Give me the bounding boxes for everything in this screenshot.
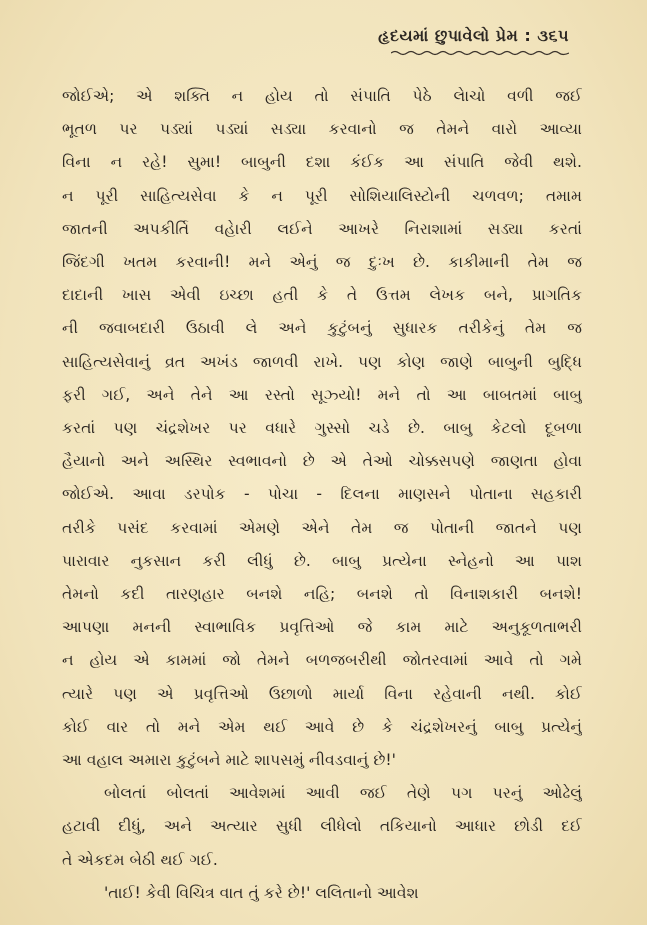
text-line: જાતની અપકીર્તિ વહેારી લઈને આખરે નિરાશામાં સડ્યા કરતાં [62, 219, 582, 238]
text-line: આપણા મનની સ્વાભાવિક પ્રવૃત્તિઓ જે કામ માટે અનુકૂળતાભરી [62, 618, 582, 637]
text-line: ફરી ગઈ, અને તેને આ રસ્તો સૂઝ્યો! મને તો આ બાબતમાં બાબુ [62, 385, 582, 404]
text-line: ન હોય એ કામમાં જો તેમને બળજબરીથી જોતરવામાં આવે તો ગમે [62, 651, 582, 670]
text-line: તરીકે પસંદ કરવામાં એમણે એને તેમ જ પોતાની જાતને પણ [62, 518, 582, 537]
text-line: જોઈએ; એ શક્તિ ન હોય તો સંપાતિ પેઠે લેાચો વળી જઈ [62, 87, 582, 105]
text-line: જિંદગી ખતમ કરવાની! મને એનું જ દુઃખ છે. કાકીમાની તેમ જ [62, 253, 582, 272]
text-line: બોલતાં બોલતાં આવેશમાં આવી જઈ તેણે પગ પરનું ઓઢેલું [104, 784, 582, 803]
text-line: આ વહાલ અમારા કુટુંબને માટે શાપસમું નીવડવાનું છે!' [62, 751, 396, 770]
text-line: તેમનો કદી તારણહાર બનશે નહિ; બનશે તો વિનાશકારી બનશે! [62, 585, 582, 604]
text-line: ન પૂરી સાહિત્યસેવા કે ન પૂરી સોશિયાલિસ્ટોની ચળવળ; તમામ [62, 186, 582, 205]
text-line: હૈયાનો અને અસ્થિર સ્વભાવનો છે એ તેઓ ચોક્કસપણે જાણતા હોવા [62, 452, 582, 471]
text-line: ભૂતળ પર પડ્યાં પડ્યાં સડ્યા કરવાનો જ તેમને વારો આવ્યા [62, 120, 582, 139]
text-line: તે એકદમ બેઠી થઈ ગઈ. [62, 850, 218, 869]
text-line: વિના ન રહે! સુમા! બાબુની દશા કંઈક આ સંપાતિ જેવી થશે. [62, 153, 582, 172]
text-line: દાદાની ખાસ એવી ઇચ્છા હતી કે તે ઉત્તમ લેખક બને, પ્રાગતિક [62, 286, 582, 305]
text-line: હટાવી દીધું, અને અત્યાર સુધી લીધેલો તકિયાનો આધાર છોડી દઈ [62, 817, 582, 836]
text-line: પારાવાર નુકસાન કરી લીધું છે. બાબુ પ્રત્યેના સ્નેહનો આ પાશ [62, 551, 582, 570]
text-line: ત્યારે પણ એ પ્રવૃત્તિઓ ઉછાળો માર્યા વિના રહેવાની નથી. કોઈ [62, 684, 582, 703]
text-line: સાહિત્યસેવાનું વ્રત અખંડ જાળવી રાખે. પણ કોણ જાણે બાબુની બુદ્ધિ [62, 352, 582, 371]
header-underline [391, 50, 569, 56]
text-line: ની જવાબદારી ઉઠાવી લે અને કુટુંબનું સુધારક તરીકેનું તેમ જ [62, 319, 582, 338]
text-line: જોઈએ. આવા ડરપોક - પોચા - દિલના માણસને પોતાના સહકારી [62, 485, 582, 504]
text-line: કરતાં પણ ચંદ્રશેખર પર વધારે ગુસ્સો ચડે છે. બાબુ કેટલો દૂબળા [62, 419, 582, 438]
text-line: કોઈ વાર તો મને એમ થઈ આવે છે કે ચંદ્રશેખરનું બાબુ પ્રત્યેનું [62, 717, 582, 736]
running-header: હૃદયમાં છુપાવેલો પ્રેમ : ૩૬૫ [378, 26, 569, 45]
text-line: 'તાઈ! કેવી વિચિત્ર વાત તું કરે છે!' લલિતાનો આવેશ [104, 883, 419, 902]
page-body [62, 80, 582, 910]
